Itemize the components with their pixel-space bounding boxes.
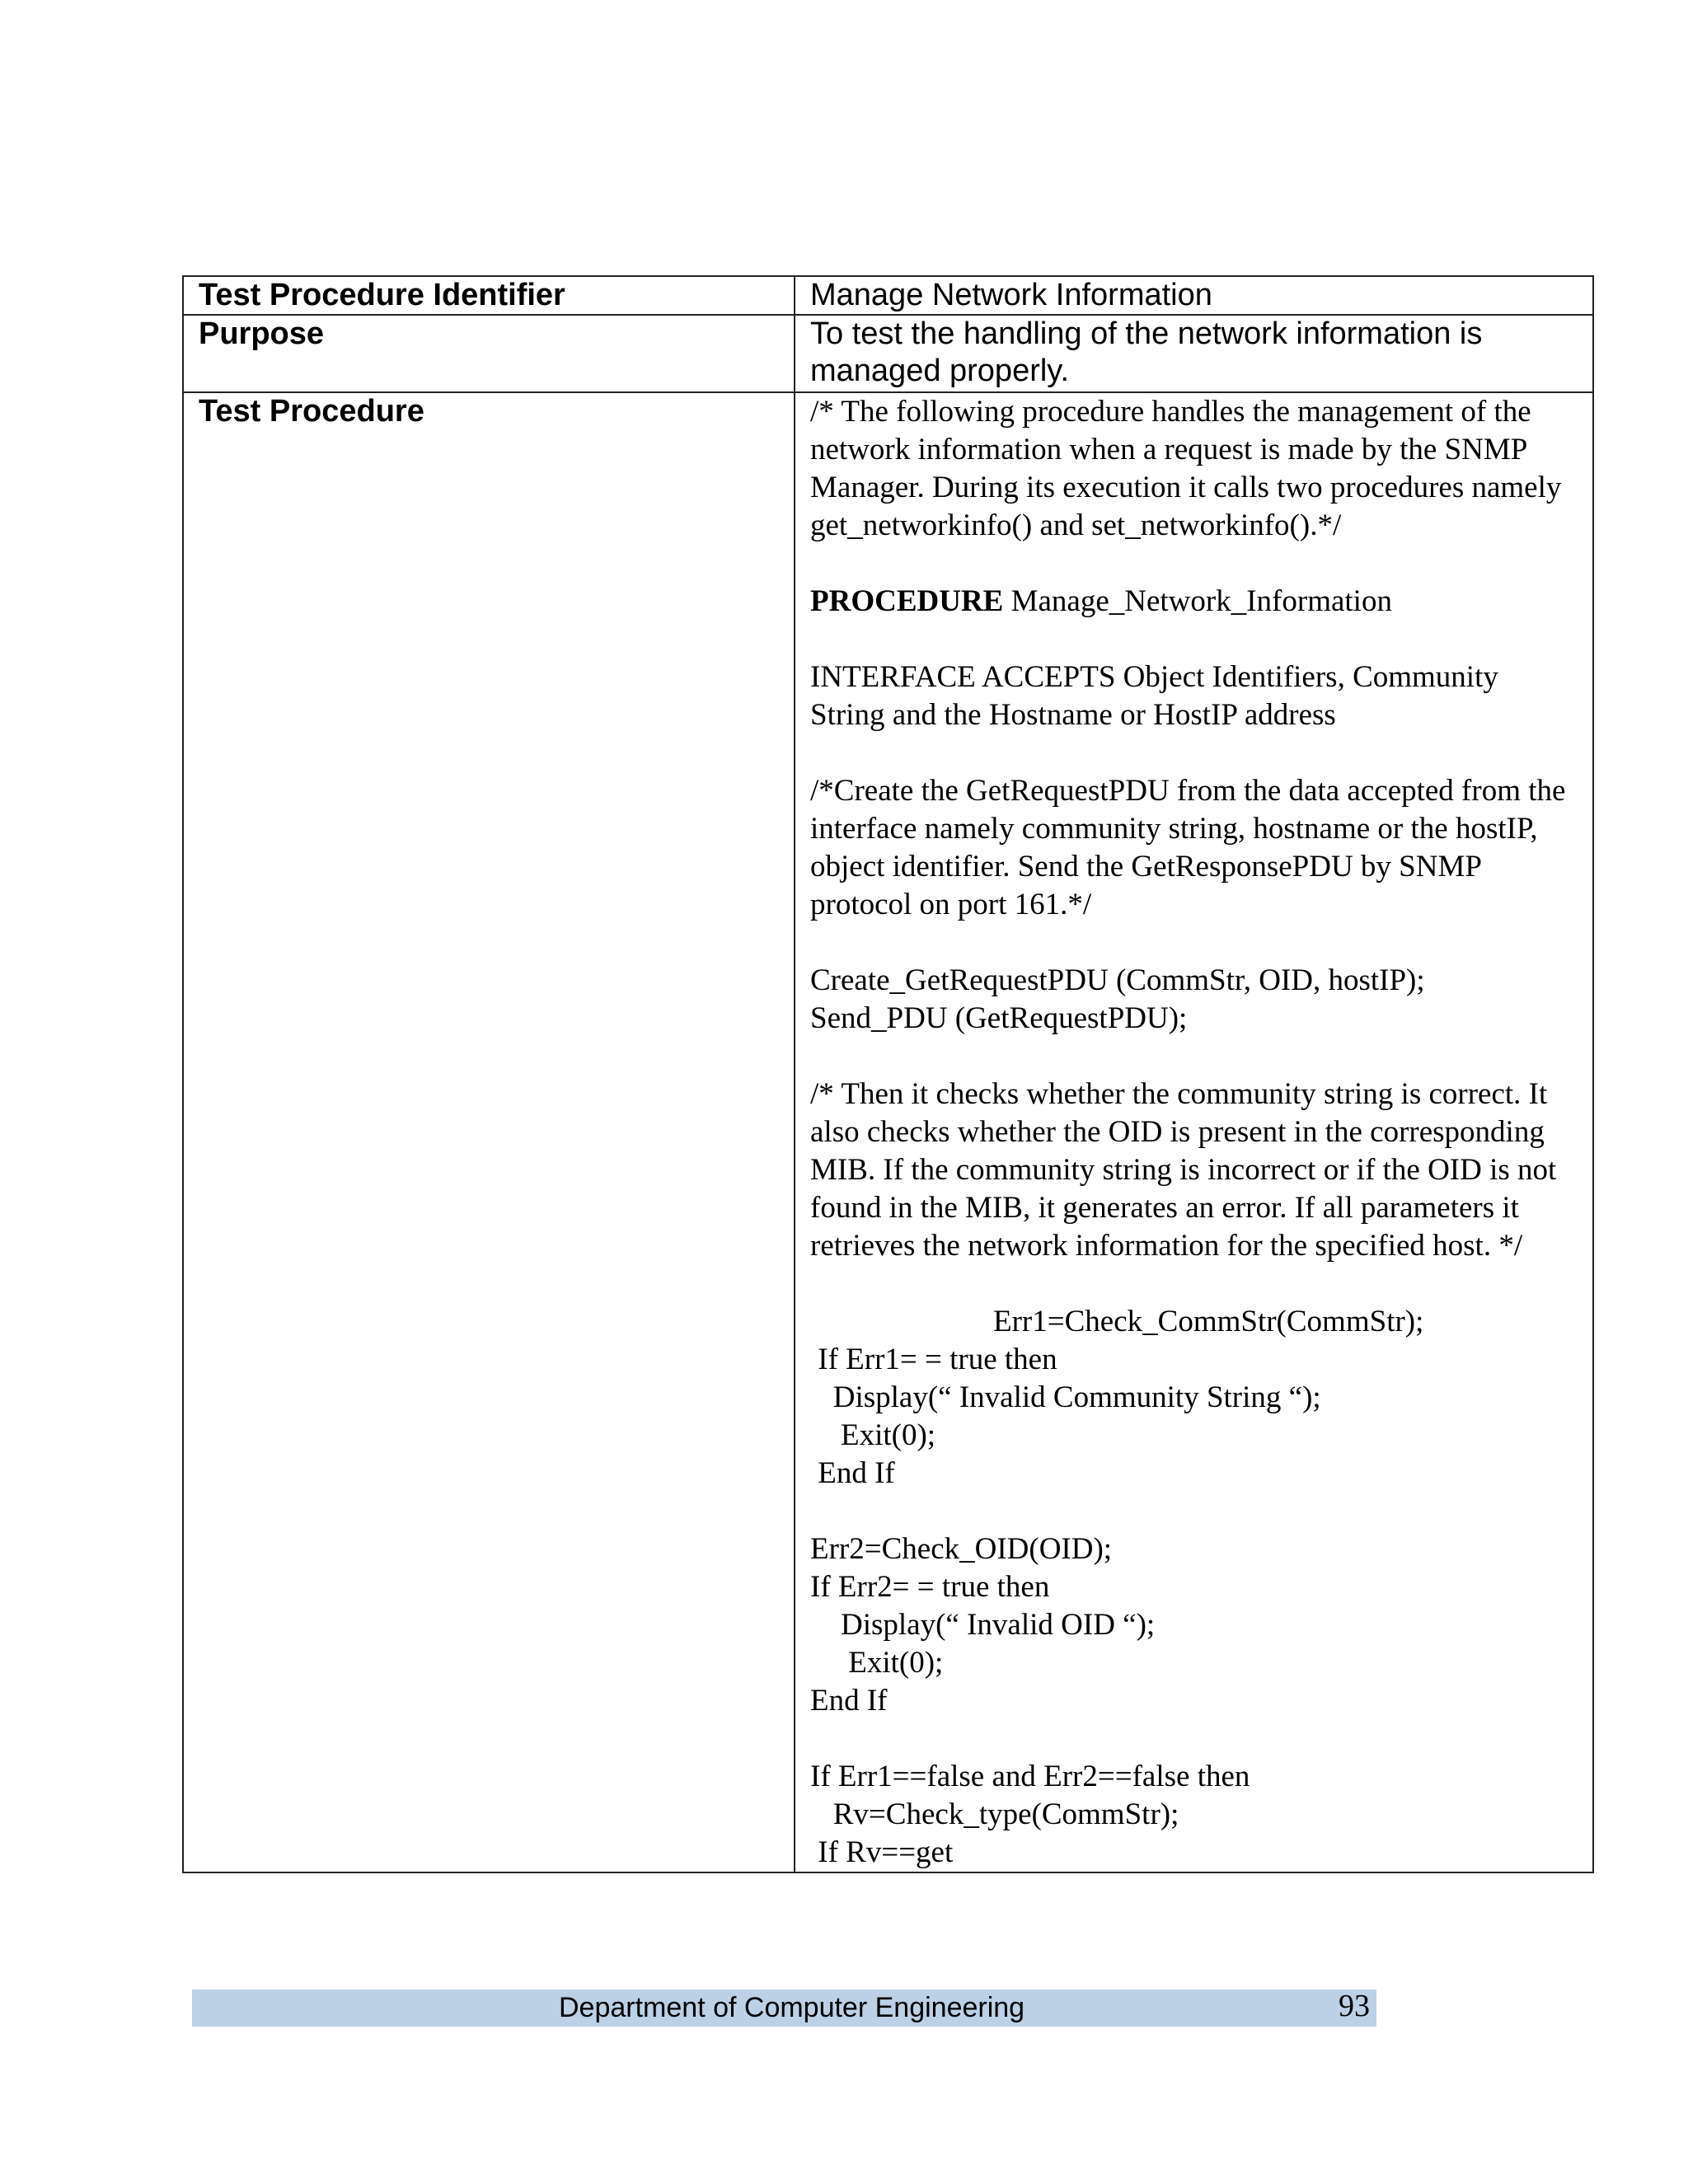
test-procedure-body [795,392,1593,1872]
code-line: Err2=Check_OID(OID); [810,1532,1113,1566]
interface-statement: INTERFACE ACCEPTS Object Identifiers, Community String and the Hostname or HostIP address [810,660,1498,732]
identifier-label: Test Procedure Identifier [183,276,795,315]
table-row [183,315,1593,392]
code-line: If Err2= = true then [810,1570,1050,1604]
create-comment: /*Create the GetRequestPDU from the data accepted from the interface namely community string, hostname or the hostIP, object identifier. Send the GetResponsePDU by SNMP protocol on port 161.*/ [810,774,1566,921]
code-line: Send_PDU (GetRequestPDU); [810,1001,1188,1035]
page-number: 93 [1339,1989,1370,2023]
code-block-type [810,1758,1578,1872]
code-line: Rv=Check_type(CommStr); [810,1797,1179,1831]
code-line: End If [810,1456,895,1490]
code-line: Display(“ Invalid Community String “); [810,1380,1321,1414]
identifier-value: Manage Network Information [795,276,1593,315]
test-procedure-label: Test Procedure [183,392,795,1872]
code-block-oid [810,1530,1578,1720]
code-line: Exit(0); [810,1646,944,1680]
code-line: Create_GetRequestPDU (CommStr, OID, hostIP); [810,963,1425,997]
table-row [183,392,1593,1872]
procedure-keyword: PROCEDURE [810,584,1004,618]
code-block-create [810,962,1578,1038]
procedure-declaration [810,583,1578,621]
test-procedure-table [182,275,1594,1873]
procedure-name: Manage_Network_Information [1003,584,1392,618]
check-comment: /* Then it checks whether the community string is correct. It also checks whether the OID is present in the corresponding MIB. If the community string is incorrect or if the OID is not found in the MIB, it generates an error. If all parameters it retrieves the network information for the specified host. */ [810,1077,1557,1263]
code-block-commstr [810,1303,1578,1493]
purpose-label: Purpose [183,315,795,392]
table-row [183,276,1593,315]
code-line: If Err1==false and Err2==false then [810,1760,1250,1793]
code-line: Err1=Check_CommStr(CommStr); [810,1305,1424,1338]
intro-comment: /* The following procedure handles the management of the network information when a request is made by the SNMP Manager. During its execution it calls two procedures namely get_networkinfo() and set_networkinfo().*/ [810,395,1562,542]
code-line: End If [810,1684,888,1718]
code-line: If Rv==get [810,1835,954,1869]
footer-department: Department of Computer Engineering [559,1992,1025,2023]
code-line: Exit(0); [810,1418,936,1452]
code-line: If Err1= = true then [810,1343,1057,1376]
purpose-value: To test the handling of the network information is managed properly. [795,315,1593,392]
code-line: Display(“ Invalid OID “); [810,1608,1156,1642]
